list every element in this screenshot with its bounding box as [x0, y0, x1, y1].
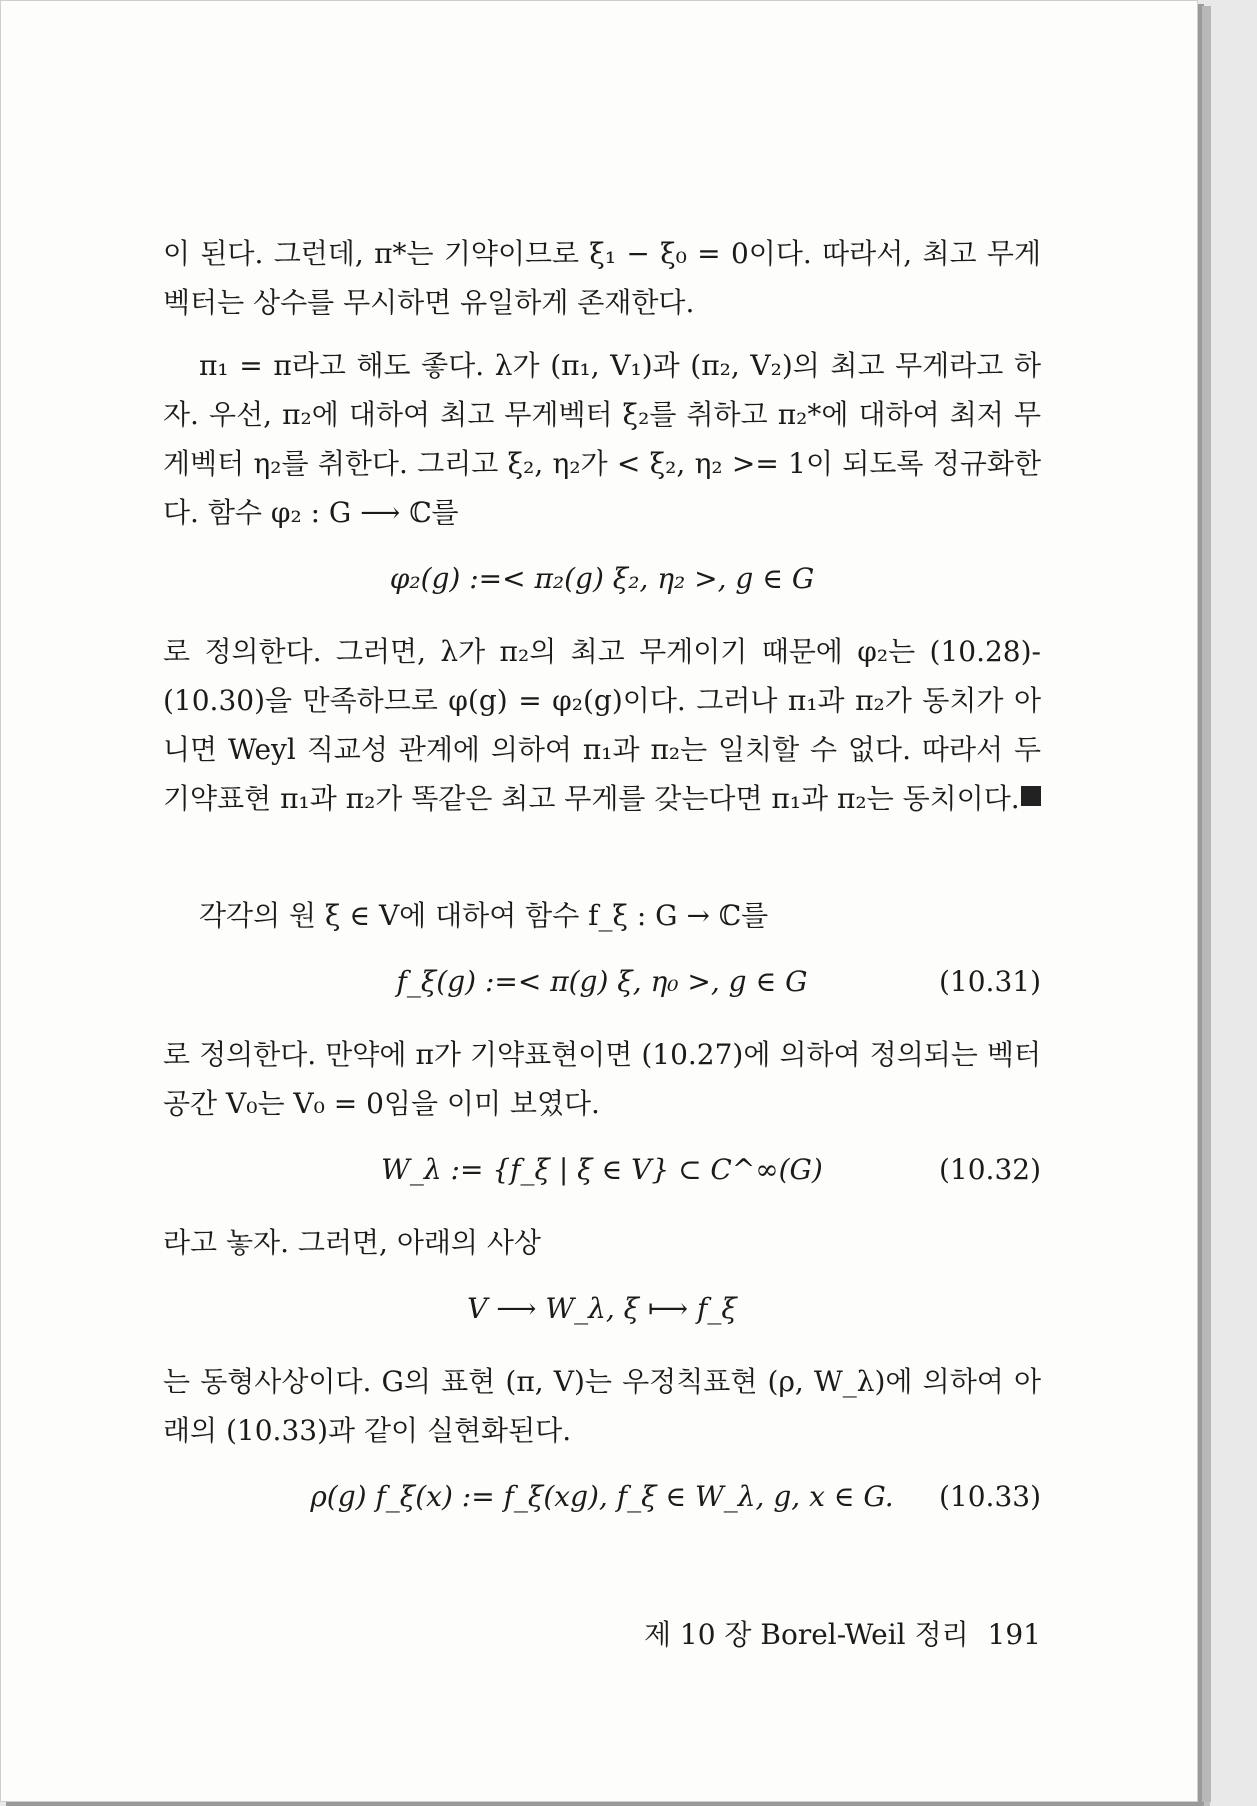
equation-text: V ⟶ W_λ, ξ ⟼ f_ξ — [467, 1292, 737, 1325]
paragraph-6: 라고 놓자. 그러면, 아래의 사상 — [163, 1226, 541, 1259]
equation-10-31 — [163, 962, 1041, 1002]
equation-number: (10.33) — [938, 1480, 1041, 1513]
paragraph-4: 각각의 원 ξ ∈ V에 대하여 함수 f_ξ : G → ℂ를 — [199, 899, 769, 932]
paragraph-1: 이 된다. 그런데, π*는 기약이므로 ξ₁ − ξ₀ = 0이다. 따라서, 최고 무게벡터는 상수를 무시하면 유일하게 존재한다. — [163, 237, 1041, 319]
equation-phi2 — [163, 559, 1041, 599]
chapter-title: 제 10 장 Borel-Weil 정리 — [643, 1618, 969, 1651]
paragraph-3-text: 로 정의한다. 그러면, λ가 π₂의 최고 무게이기 때문에 φ₂는 (10.28)-(10.30)을 만족하므로 φ(g) = φ₂(g)이다. 그러나 π₁과 π₂가 동치가 아니면 Weyl 직교성 관계에 의하여 π₁과 π₂는 일치할 수 없다. 따라서 두 기약표현 π₁과 π₂가 똑같은 최고 무게를 갖는다면 π₁과 π₂는 동치이다. — [163, 635, 1041, 815]
qed-square-icon — [1021, 786, 1041, 806]
equation-number: (10.32) — [938, 1153, 1041, 1186]
equation-text: f_ξ(g) :=< π(g) ξ, η₀ >, g ∈ G — [396, 965, 808, 998]
equation-number: (10.31) — [938, 965, 1041, 998]
paragraph-2: π₁ = π라고 해도 좋다. λ가 (π₁, V₁)과 (π₂, V₂)의 최고 무게라고 하자. 우선, π₂에 대하여 최고 무게벡터 ξ₂를 취하고 π₂*에 대하여 최저 무게벡터 η₂를 취한다. 그리고 ξ₂, η₂가 < ξ₂, η₂ >= 1이 되도록 정규화한다. 함수 φ₂ : G ⟶ ℂ를 — [163, 349, 1041, 529]
paragraph-7: 는 동형사상이다. G의 표현 (π, V)는 우정칙표현 (ρ, W_λ)에 의하여 아래의 (10.33)과 같이 실현화된다. — [163, 1365, 1041, 1447]
equation-10-32 — [163, 1150, 1041, 1190]
equation-text: φ₂(g) :=< π₂(g) ξ₂, η₂ >, g ∈ G — [389, 562, 815, 595]
equation-10-33 — [163, 1477, 1041, 1517]
paragraph-5: 로 정의한다. 만약에 π가 기약표현이면 (10.27)에 의하여 정의되는 벡터공간 V₀는 V₀ = 0임을 이미 보였다. — [163, 1038, 1041, 1120]
page-edge-shadow — [1202, 6, 1211, 1802]
page-body — [163, 229, 1041, 1545]
page-footer — [163, 1613, 1041, 1653]
paragraph-3 — [163, 627, 1041, 823]
equation-text: W_λ := {f_ξ | ξ ∈ V} ⊂ C^∞(G) — [381, 1153, 823, 1186]
equation-text: ρ(g) f_ξ(x) := f_ξ(xg), f_ξ ∈ W_λ, g, x ∈ G. — [310, 1480, 894, 1513]
equation-map — [163, 1289, 1041, 1329]
page-number: 191 — [987, 1618, 1041, 1651]
